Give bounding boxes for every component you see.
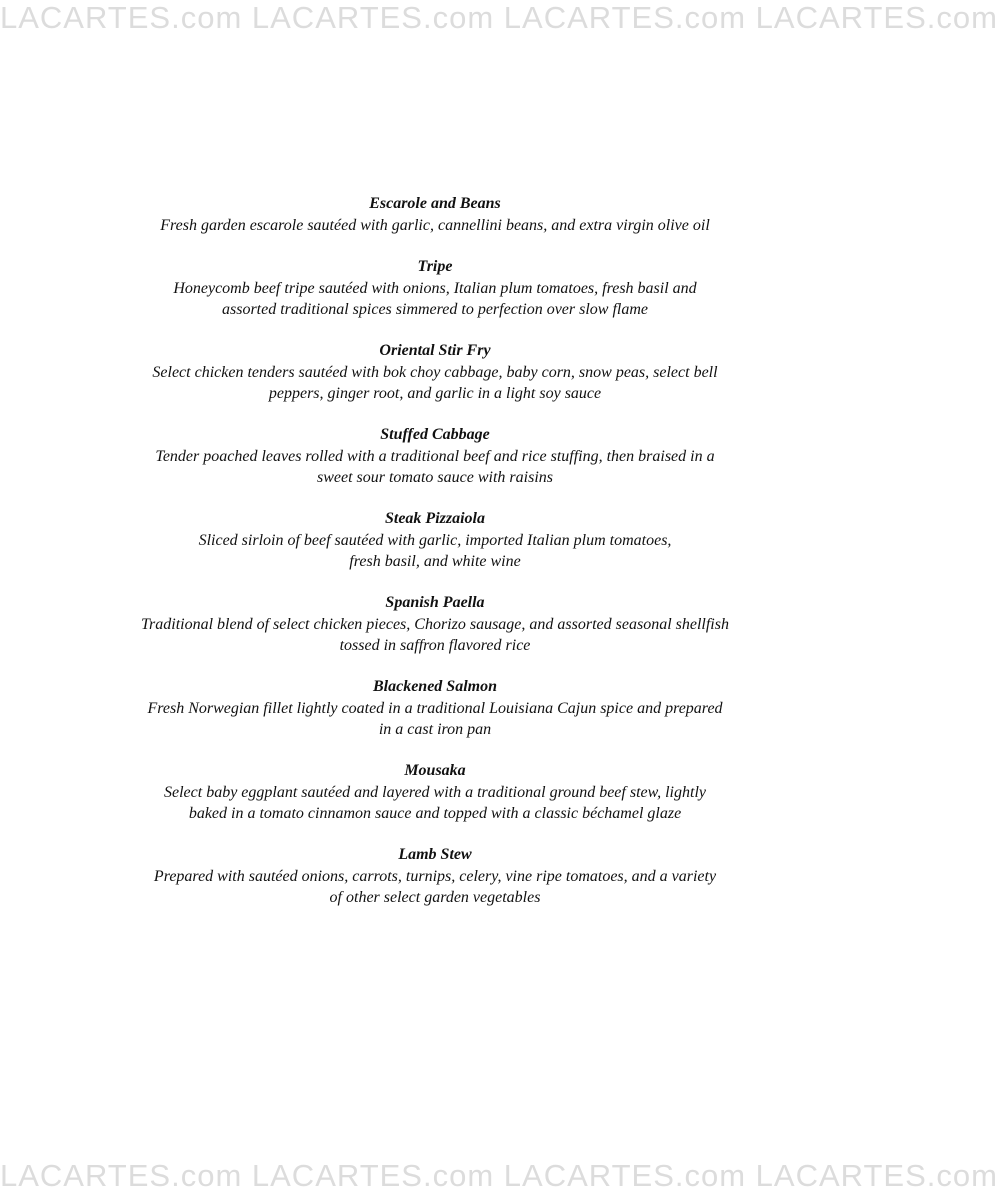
description-line: Honeycomb beef tripe sautéed with onions, Italian plum tomatoes, fresh basil and xyxy=(173,280,697,297)
description-line: baked in a tomato cinnamon sauce and topped with a classic béchamel glaze xyxy=(188,805,682,822)
menu-item xyxy=(0,340,870,404)
description-line: Tender poached leaves rolled with a traditional beef and rice stuffing, then braised in a xyxy=(155,448,715,465)
menu-item xyxy=(0,760,870,824)
dish-description xyxy=(0,278,870,320)
watermark-top: LACARTES.com LACARTES.com LACARTES.com LACARTES.com xyxy=(0,0,998,35)
description-line: Select baby eggplant sautéed and layered with a traditional ground beef stew, lightly xyxy=(164,784,706,801)
dish-description xyxy=(0,362,870,404)
watermark-bottom: LACARTES.com LACARTES.com LACARTES.com LACARTES.com xyxy=(0,1158,998,1193)
description-line: Traditional blend of select chicken pieces, Chorizo sausage, and assorted seasonal shellfish xyxy=(141,616,729,633)
dish-description xyxy=(0,446,870,488)
description-line: Select chicken tenders sautéed with bok choy cabbage, baby corn, snow peas, select bell xyxy=(152,364,718,381)
dish-name: Mousaka xyxy=(404,762,466,779)
menu-item xyxy=(0,844,870,908)
dish-name: Blackened Salmon xyxy=(372,678,497,695)
dish-description xyxy=(0,866,870,908)
menu-item xyxy=(0,256,870,320)
menu-item xyxy=(0,193,870,236)
dish-name: Escarole and Beans xyxy=(369,195,501,212)
dish-name: Steak Pizzaiola xyxy=(384,510,485,527)
description-line: Sliced sirloin of beef sautéed with garlic, imported Italian plum tomatoes, xyxy=(198,532,672,549)
description-line: fresh basil, and white wine xyxy=(349,553,521,570)
dish-description xyxy=(0,530,870,572)
menu-item xyxy=(0,676,870,740)
dish-description xyxy=(0,698,870,740)
description-line: assorted traditional spices simmered to perfection over slow flame xyxy=(221,301,649,318)
menu-item xyxy=(0,508,870,572)
description-line: Fresh Norwegian fillet lightly coated in a traditional Louisiana Cajun spice and prepared xyxy=(147,700,723,717)
description-line: peppers, ginger root, and garlic in a light soy sauce xyxy=(268,385,602,402)
menu-item xyxy=(0,424,870,488)
dish-name: Oriental Stir Fry xyxy=(379,342,491,359)
dish-name: Lamb Stew xyxy=(398,846,472,863)
dish-name: Spanish Paella xyxy=(385,594,485,611)
description-line: sweet sour tomato sauce with raisins xyxy=(316,469,553,486)
dish-description xyxy=(0,614,870,656)
description-line: in a cast iron pan xyxy=(378,721,492,738)
description-line: of other select garden vegetables xyxy=(329,889,541,906)
description-line: Prepared with sautéed onions, carrots, turnips, celery, vine ripe tomatoes, and a variety xyxy=(153,868,717,885)
description-line: tossed in saffron flavored rice xyxy=(339,637,531,654)
menu-item xyxy=(0,592,870,656)
dish-name: Tripe xyxy=(417,258,453,275)
dish-description xyxy=(0,215,870,236)
menu-list xyxy=(0,193,870,928)
description-line: Fresh garden escarole sautéed with garlic, cannellini beans, and extra virgin olive oil xyxy=(160,217,710,234)
dish-name: Stuffed Cabbage xyxy=(380,426,490,443)
dish-description xyxy=(0,782,870,824)
